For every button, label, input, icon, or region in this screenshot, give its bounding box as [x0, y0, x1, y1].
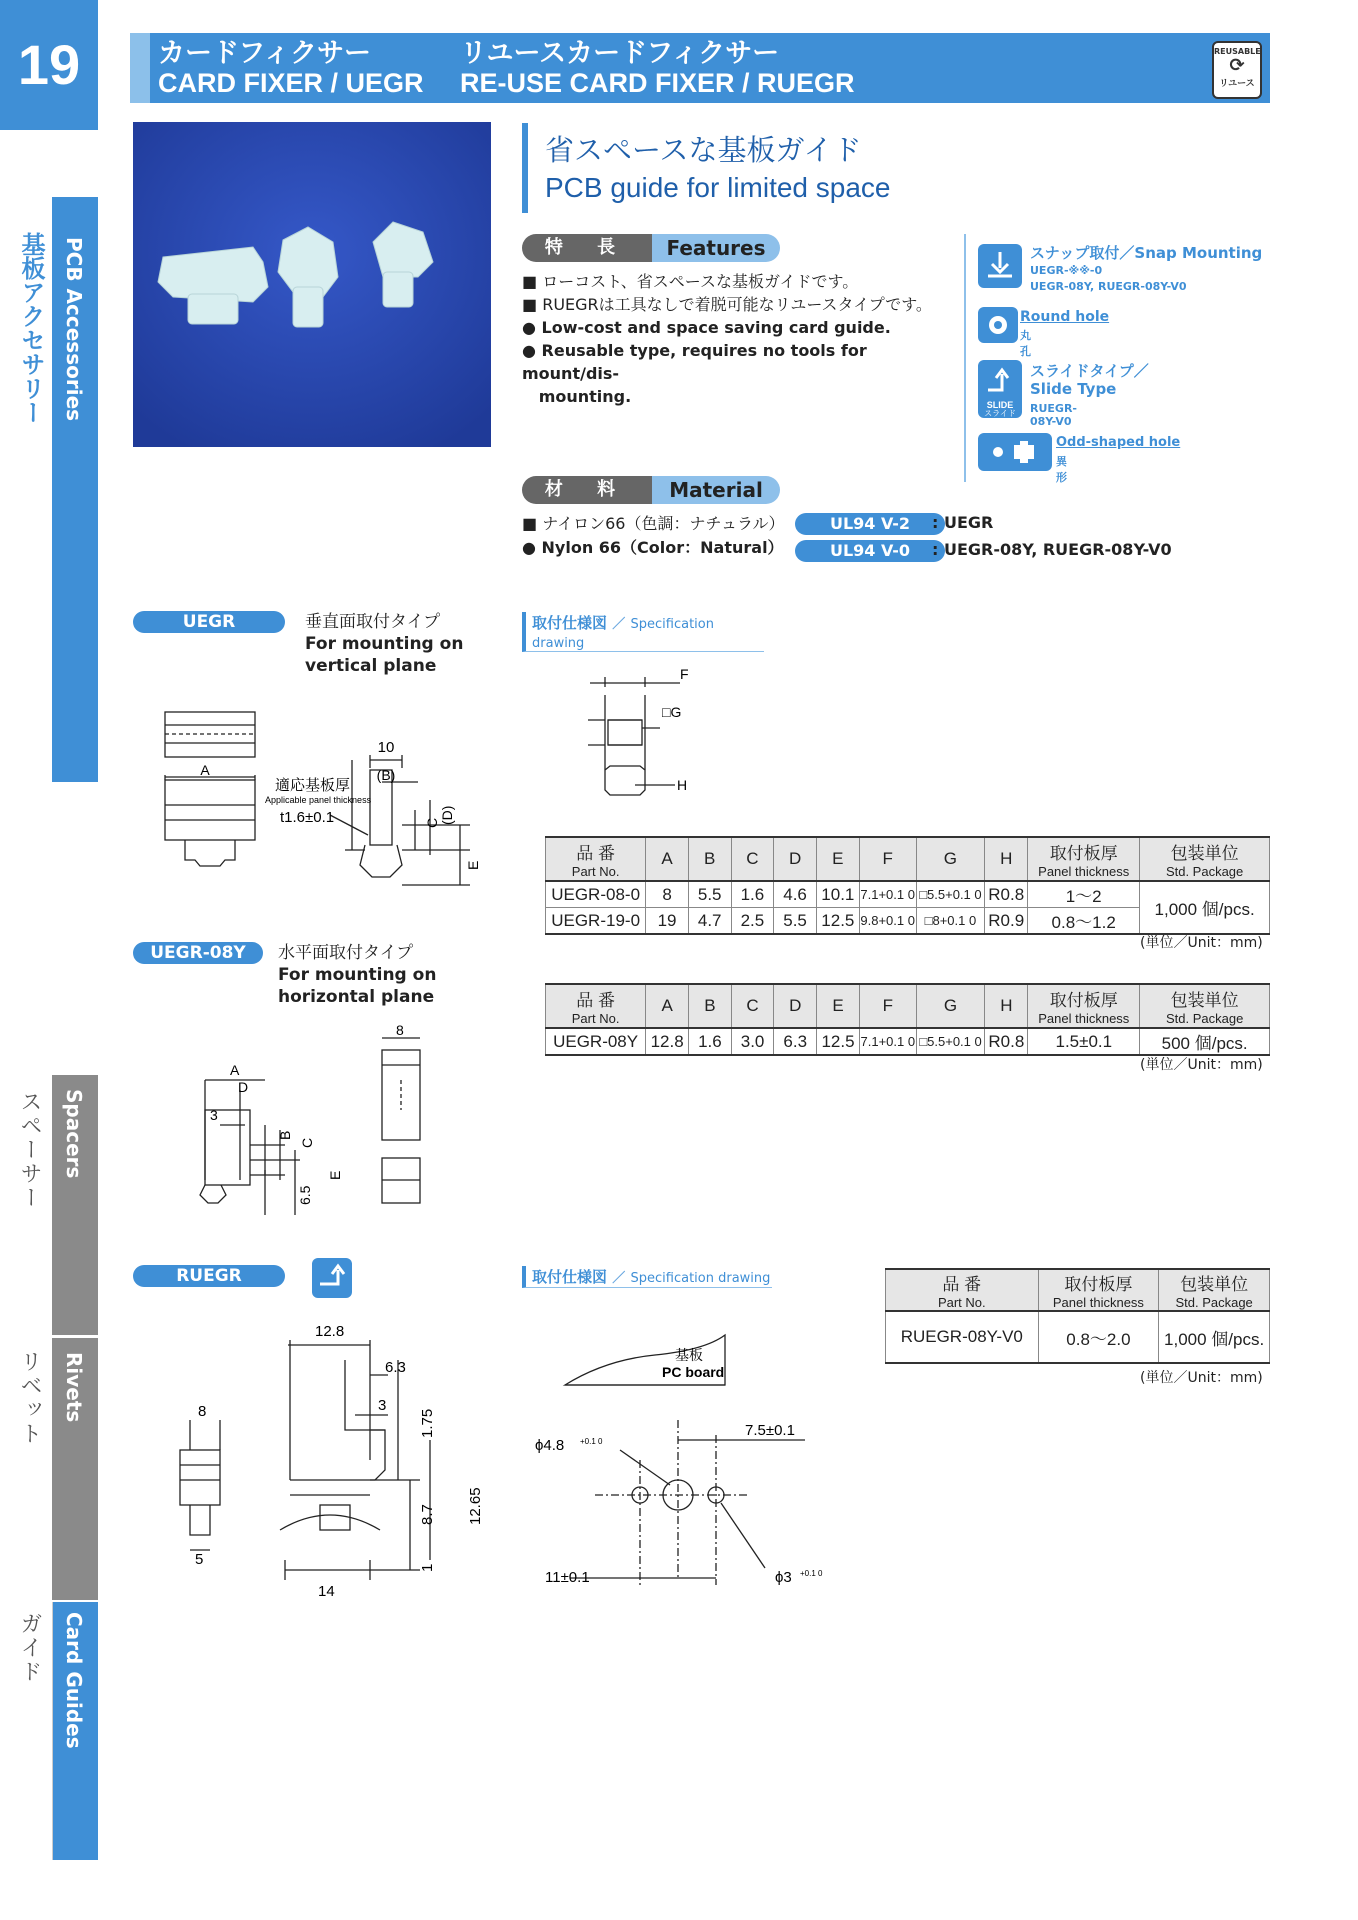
spec2-phi3-tol: +0.1 0	[800, 1569, 823, 1578]
uegr-dim-c: C	[424, 817, 440, 828]
table-row: RUEGR-08Y-V0 0.8～2.0 1,000 個/pcs.	[886, 1311, 1270, 1363]
uegr-title-jp: 垂直面取付タイプ	[305, 612, 441, 632]
ruegr-drawing	[170, 1320, 500, 1600]
material-en: ● Nylon 66（Color：Natural）	[522, 538, 784, 557]
spec2-dim-75: 7.5±0.1	[745, 1422, 795, 1439]
tab-pcb-en: PCB Accessories	[62, 237, 86, 422]
tab-guides-en: Card Guides	[62, 1612, 86, 1749]
table-header: A	[646, 984, 689, 1028]
spec2-phi3: ϕ3	[775, 1569, 792, 1586]
feature-item: ■ ローコスト、省スペースな基板ガイドです。	[522, 272, 859, 291]
slide-type-sub: RUEGR-08Y-V0	[1030, 402, 1077, 428]
table-header: C	[731, 984, 774, 1028]
odd-shaped-sub: 異形	[1056, 455, 1067, 484]
table-header: F	[859, 984, 916, 1028]
tab-pcb-jp: 基板アクセサリー	[17, 232, 45, 424]
spec-drawing-title: 取付仕様図 ／ Specification drawing	[522, 612, 764, 652]
spec-dim-g: □G	[662, 704, 682, 720]
reusable-badge	[1212, 41, 1262, 99]
round-hole-icon	[978, 307, 1018, 343]
table-header: H	[985, 984, 1028, 1028]
table-header: 取付板厚 Panel thickness	[1038, 1269, 1159, 1311]
uegr-title-en2: vertical plane	[305, 656, 437, 676]
ul-rating-1-for: : UEGR	[932, 513, 994, 532]
header-left-jp: カードフィクサー	[158, 38, 372, 68]
table-header: 包装単位 Std. Package	[1140, 984, 1270, 1028]
table-header: H	[985, 837, 1028, 881]
header-right-jp: リユースカードフィクサー	[460, 38, 780, 68]
uegr-dim-e: E	[465, 860, 481, 870]
material-label-en: Material	[652, 476, 780, 504]
table-header: A	[646, 837, 689, 881]
material-heading	[522, 476, 792, 504]
uegr08y-title-jp: 水平面取付タイプ	[278, 943, 414, 963]
table-header: 品 番 Part No.	[546, 837, 646, 881]
tab-rivets-en: Rivets	[62, 1352, 86, 1423]
uegr08y-dim-e: E	[327, 1170, 343, 1180]
uegr08y-pill: UEGR-08Y	[133, 942, 263, 964]
package-cell: 1,000 個/pcs.	[1140, 881, 1270, 934]
ruegr-pill: RUEGR	[133, 1265, 285, 1287]
round-hole-label: Round hole	[1020, 309, 1110, 325]
recycle-icon: ⟳	[1229, 55, 1245, 76]
features-list	[522, 270, 962, 408]
table-row: UEGR-19-0 19 4.7 2.5 5.5 12.5 9.8+0.1 0 □8+0.1 0 R0.9 0.8～1.2	[546, 908, 1270, 935]
snap-mounting-icon	[978, 244, 1022, 288]
uegr-title-en1: For mounting on	[305, 634, 464, 654]
table-header: E	[817, 984, 860, 1028]
table-header: G	[916, 984, 985, 1028]
uegr-panel-val: t1.6±0.1	[280, 809, 335, 826]
material-label-jp: 材 料	[522, 476, 652, 504]
ruegr-dim-3: 3	[378, 1397, 387, 1414]
tab-divider	[0, 1602, 53, 1860]
tab-pcb-accessories[interactable]	[52, 197, 98, 782]
pcb-label-en: PC board	[662, 1364, 725, 1380]
ul-rating-1: UL94 V-2	[795, 513, 945, 535]
ul-rating-2-for: : UEGR-08Y, RUEGR-08Y-V0	[932, 540, 1172, 559]
features-heading	[522, 234, 792, 262]
uegr08y-dim-8: 8	[396, 1022, 404, 1038]
ruegr-dim-1265: 12.65	[467, 1487, 484, 1525]
tab-spacers[interactable]	[52, 1075, 98, 1335]
header-accent	[130, 33, 150, 103]
table2-unit: (単位／Unit：mm)	[1140, 1057, 1263, 1073]
feature-item: ● Reusable type, requires no tools for mount/dis-	[522, 341, 867, 383]
header-left-en: CARD FIXER / UEGR	[158, 68, 424, 98]
uegr08y-dim-3: 3	[210, 1107, 218, 1123]
spec-drawing2-title: 取付仕様図 ／ Specification drawing	[522, 1266, 772, 1288]
slide-type-label: スライドタイプ／	[1030, 362, 1149, 380]
uegr-dim-10: 10	[377, 739, 395, 756]
table-header: 取付板厚 Panel thickness	[1028, 837, 1140, 881]
table-row: UEGR-08-0 8 5.5 1.6 4.6 10.1 7.1+0.1 0 □5.5+0.1 0 R0.8 1～2 1,000 個/pcs.	[546, 881, 1270, 908]
snap-mounting-sub1: UEGR-※※-0	[1030, 264, 1103, 277]
reusable-badge-top: REUSABLE	[1214, 47, 1261, 56]
uegr-drawing	[140, 700, 510, 900]
tab-card-guides[interactable]	[52, 1602, 98, 1860]
feature-item: ● Low-cost and space saving card guide.	[522, 318, 891, 337]
snap-mounting-label: スナップ取付／Snap Mounting	[1030, 244, 1263, 262]
header-right-en: RE-USE CARD FIXER / RUEGR	[460, 68, 855, 98]
spec-drawing2-figure	[525, 1320, 855, 1600]
tagline-en: PCB guide for limited space	[545, 172, 891, 203]
spec-drawing-jp: 取付仕様図	[532, 614, 608, 632]
uegr-panel-en: Applicable panel thickness	[265, 795, 372, 805]
table-header: 包装単位 Std. Package	[1159, 1269, 1270, 1311]
feature-item: mounting.	[522, 387, 632, 406]
uegr08y-title-en1: For mounting on	[278, 965, 437, 985]
odd-shaped-label: Odd-shaped hole	[1056, 435, 1181, 450]
uegr08y-drawing	[190, 1020, 440, 1220]
tab-guides-jp: ガイド	[17, 1612, 42, 1684]
table-header: 品 番 Part No.	[546, 984, 646, 1028]
table-header: E	[816, 837, 859, 881]
uegr-pill: UEGR	[133, 611, 285, 633]
uegr08y-dim-65: 6.5	[297, 1185, 313, 1205]
spec-drawing-en: Specification drawing	[532, 617, 714, 651]
ruegr-dim-87: 8.7	[419, 1504, 436, 1525]
uegr08y-dim-a: A	[230, 1062, 240, 1078]
feature-item: ■ RUEGRは工具なしで着脱可能なリユースタイプです。	[522, 295, 932, 314]
table3-unit: (単位／Unit：mm)	[1140, 1370, 1263, 1386]
reusable-badge-bottom: リユース	[1219, 79, 1255, 89]
uegr-panel-jp: 適応基板厚	[275, 777, 351, 794]
page-header	[130, 33, 1270, 103]
ruegr-dim-128: 12.8	[315, 1323, 345, 1340]
tab-rivets[interactable]	[52, 1338, 98, 1600]
snap-mounting-sub2: UEGR-08Y, RUEGR-08Y-V0	[1030, 280, 1187, 293]
slide-type-icon	[978, 360, 1022, 418]
spec-table-uegr08y	[545, 983, 1270, 1056]
tagline-bar	[522, 123, 528, 213]
uegr08y-title-en2: horizontal plane	[278, 987, 435, 1007]
odd-shaped-hole-icon	[978, 433, 1052, 471]
uegr-title	[305, 611, 463, 677]
table-header: D	[774, 984, 817, 1028]
ruegr-dim-63: 6.3	[385, 1359, 406, 1376]
table-header: D	[774, 837, 817, 881]
table-header: 取付板厚 Panel thickness	[1028, 984, 1140, 1028]
tab-spacers-en: Spacers	[62, 1089, 86, 1179]
table-header: C	[731, 837, 774, 881]
table-header: B	[689, 984, 732, 1028]
table-row: UEGR-08Y 12.8 1.6 3.0 6.3 12.5 7.1+0.1 0 □5.5+0.1 0 R0.8 1.5±0.1 500 個/pcs.	[546, 1028, 1270, 1055]
tab-rivets-jp: リベット	[17, 1350, 42, 1446]
svg-text:スライド: スライド	[984, 409, 1016, 418]
ruegr-dim-5: 5	[195, 1551, 204, 1568]
uegr08y-dim-b: B	[277, 1130, 293, 1140]
spec2-dim-11: 11±0.1	[545, 1569, 590, 1586]
uegr-dim-a: A	[200, 762, 210, 778]
material-jp: ■ ナイロン66（色調：ナチュラル）	[522, 514, 785, 533]
uegr08y-dim-c: C	[299, 1137, 315, 1148]
product-photo	[133, 122, 491, 447]
uegr08y-title	[278, 942, 436, 1008]
features-label-en: Features	[652, 234, 780, 262]
ruegr-dim-175: 1.75	[419, 1408, 436, 1438]
tagline-jp: 省スペースな基板ガイド	[545, 133, 862, 167]
uegr-dim-d: (D)	[439, 805, 455, 825]
table-header: 品 番 Part No.	[886, 1269, 1039, 1311]
svg-text:SLIDE: SLIDE	[986, 400, 1014, 410]
page-number: 19	[0, 0, 98, 130]
spec-drawing2-jp: 取付仕様図	[532, 1268, 608, 1286]
ruegr-dim-8: 8	[198, 1403, 207, 1420]
spec-drawing2-en: Specification drawing	[630, 1271, 771, 1286]
icons-divider	[964, 234, 966, 482]
spec-table-ruegr	[885, 1268, 1270, 1364]
spec2-phi48: ϕ4.8	[535, 1437, 565, 1454]
table1-unit: (単位／Unit：mm)	[1140, 935, 1263, 951]
uegr08y-dim-d: D	[238, 1079, 249, 1095]
uegr-dim-b: (B)	[376, 767, 396, 783]
spec2-phi48-tol: +0.1 0	[580, 1437, 603, 1446]
spec-table-uegr	[545, 836, 1270, 935]
spec-dim-f: F	[680, 666, 689, 682]
ruegr-dim-14: 14	[318, 1583, 335, 1600]
table-header: 包装単位 Std. Package	[1140, 837, 1270, 881]
tab-spacers-jp: スペーサー	[17, 1090, 42, 1210]
ul-rating-2: UL94 V-0	[795, 540, 945, 562]
spec-drawing-figure	[580, 665, 740, 815]
slide-type-icon	[312, 1258, 352, 1298]
table-header: F	[859, 837, 916, 881]
round-hole-sub: 丸孔	[1020, 329, 1031, 358]
pcb-label-jp: 基板	[675, 1347, 703, 1363]
spec-dim-h: H	[677, 777, 688, 793]
features-label-jp: 特 長	[522, 234, 652, 262]
table-header: B	[688, 837, 731, 881]
ruegr-dim-1: 1	[419, 1563, 436, 1572]
slide-type-label2: Slide Type	[1030, 380, 1117, 398]
table-header: G	[916, 837, 985, 881]
product-photo-image	[133, 122, 491, 447]
